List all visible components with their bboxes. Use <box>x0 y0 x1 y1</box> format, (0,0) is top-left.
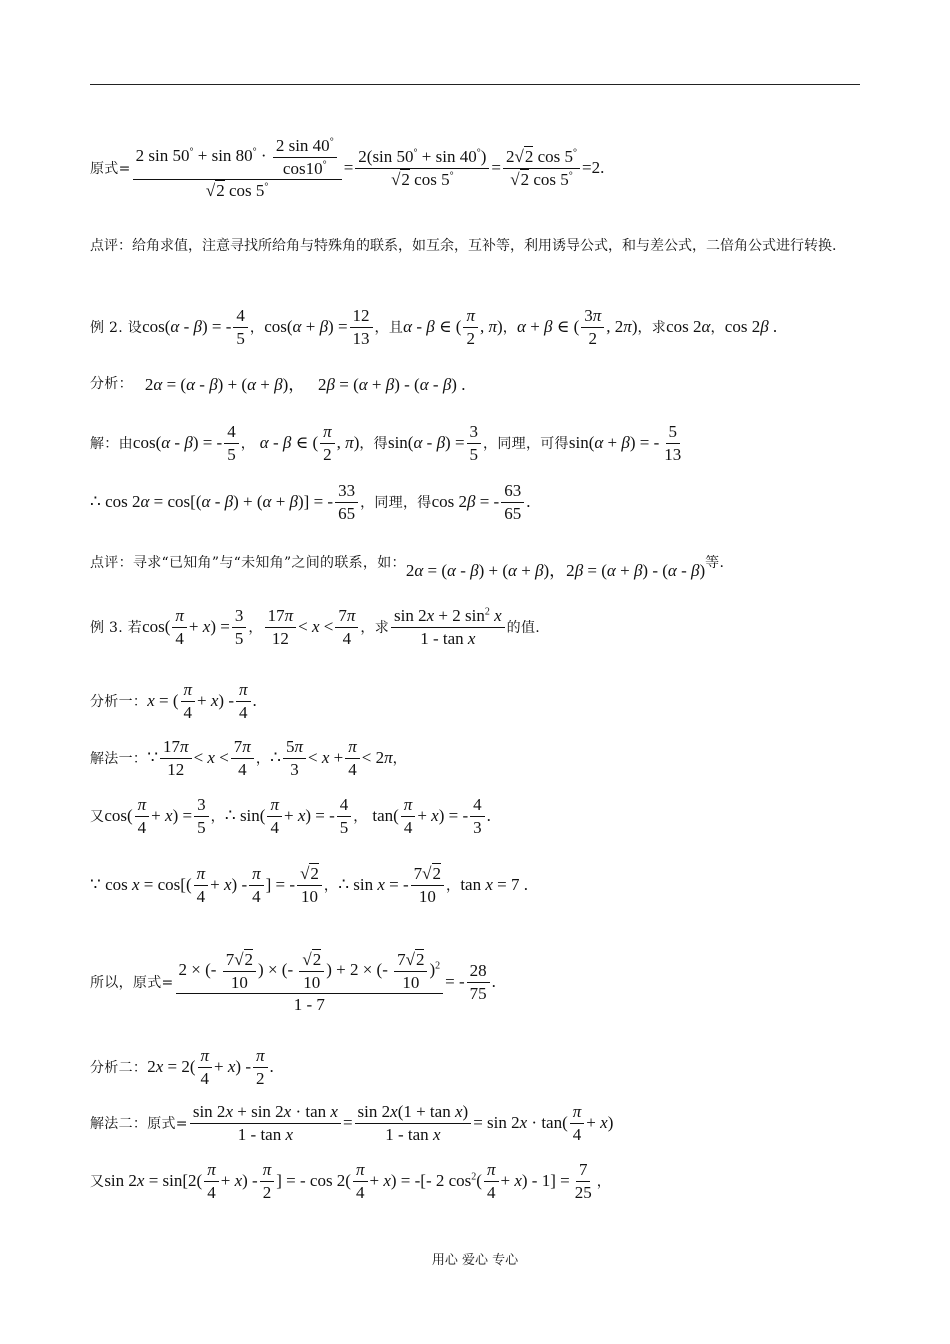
fraction: $\frac{2(\sin 50^\circ + \sin 40^\circ)}{√2 \cos 5^\circ}$ <box>355 147 489 189</box>
page-footer: 用心 爱心 专心 <box>431 1253 519 1268</box>
analysis-3b: 分析二： 2x = 2( $\frac{\pi}{4}$ + x) - $\frac{\pi}{2}$ . <box>90 1046 274 1088</box>
result: =2 <box>582 158 601 178</box>
example-2: 例 2. 设 cos(α - β) = - $\frac{4}{5}$ ， cos(α + β) = $\frac{12}{13}$ ，且 α - β ∈ ( $\frac{\pi}{2}$ , π) ， α + β ∈ ( $\frac{3\pi}{2}$ , 2π) ，求 cos 2α ， cos 2β . <box>90 306 778 348</box>
solution-2b: ∴ cos 2α = cos[(α - β) + (α + β)] = - $\frac{33}{65}$ ，同理，得 cos 2β = - $\frac{63}{65}$ . <box>90 481 531 523</box>
fraction: $\frac{2√2 \cos 5^\circ}{√2 \cos 5^\circ}$ <box>503 147 580 189</box>
header-rule <box>90 84 860 85</box>
method-1-result: 所以，原式= 2 × (- $\frac{7√2}{10}$ ) × (- $\frac{√2}{10}$ ) + 2 × (- $\frac{7√2}{10}$ )$^2$ 1 - 7 = - $\frac{28}{75}$ . <box>90 950 496 1015</box>
method-1: 解法一： ∵ $\frac{17\pi}{12}$ < x < $\frac{7\pi}{4}$ ， ∴ $\frac{5\pi}{3}$ < x + $\frac{\pi}{4}$ < 2π ， <box>90 737 407 779</box>
example-2-label: 例 2. 设 <box>90 320 143 337</box>
example-3: 例 3. 若 cos( $\frac{\pi}{4}$ + x) = $\frac{3}{5}$ ， $\frac{17\pi}{12}$ < x < $\frac{7\pi}{4}$ ，求 $\frac{\sin 2x + 2 \sin^2 x}{\text{1 - tan x}}$ 的值. <box>90 606 541 648</box>
solution-2: 解：由 cos(α - β) = - $\frac{4}{5}$ ， α - β ∈ ( $\frac{\pi}{2}$ , π) ，得 sin(α - β) = $\frac{3}{5}$ ，同理，可得 sin(α + β) = - $\frac{5}{13}$ <box>90 422 682 464</box>
method-2: 解法二：原式= $\frac{\text{sin 2x + sin 2x · tan x}}{\text{1 - tan x}}$ = $\frac{\text{sin 2x(1 + tan x)}}{\text{1 - tan x}}$ = sin 2x · tan( $\frac{\pi}{4}$ + x) <box>90 1102 614 1144</box>
analysis-2: 分析： 2α = (α - β) + (α + β)， 2β = (α + β) - (α - β) . <box>90 375 466 394</box>
method-2-step2: 又 sin 2x = sin[2( $\frac{\pi}{4}$ + x) - $\frac{\pi}{2}$ ] = - cos 2( $\frac{\pi}{4}$ + x) = -[- 2 $\cos^2$( $\frac{\pi}{4}$ + x) - 1] = $\frac{7}{25}$ ， <box>90 1160 612 1202</box>
comment-2: 点评：寻求“已知角”与“未知角”之间的联系，如： 2α = (α - β) + (α + β)，2β = (α + β) - (α - β) 等. <box>90 554 725 580</box>
original-label: 原式= <box>90 161 131 178</box>
analysis-3a: 分析一： x = ( $\frac{\pi}{4}$ + x) - $\frac{\pi}{4}$ . <box>90 680 257 722</box>
method-1-step2: 又 cos( $\frac{\pi}{4}$ + x) = $\frac{3}{5}$ ， ∴ sin( $\frac{\pi}{4}$ + x) = - $\frac{4}{5}$ ， tan( $\frac{\pi}{4}$ + x) = - $\frac{4}{3}$ . <box>90 795 491 837</box>
original-expression-line: 原式= 2 sin 50° + sin 80° · $\frac{2 \sin 40^\circ}{\cos 10^\circ}$ √2 cos 5° = $\frac{2(\sin 50^\circ + \sin 40^\circ)}{√2 \cos 5^\circ}$ = $\frac{2√2 \cos 5^\circ}{√2 \cos 5^\circ}$ =2 . <box>90 136 605 201</box>
fraction: 2 sin 50° + sin 80° · $\frac{2 \sin 40^\circ}{\cos 10^\circ}$ √2 cos 5° <box>133 136 342 201</box>
comment-1: 点评：给角求值，注意寻找所给角与特殊角的联系，如互余，互补等，利用诱导公式，和与差公式，二倍角公式进行转换. <box>90 238 837 254</box>
method-1-step3: ∵ cos x = cos[( $\frac{\pi}{4}$ + x) - $\frac{\pi}{4}$ ] = - $\frac{√2}{10}$ ， ∴ sin x = - $\frac{7√2}{10}$ ， tan x = 7 . <box>90 864 528 906</box>
